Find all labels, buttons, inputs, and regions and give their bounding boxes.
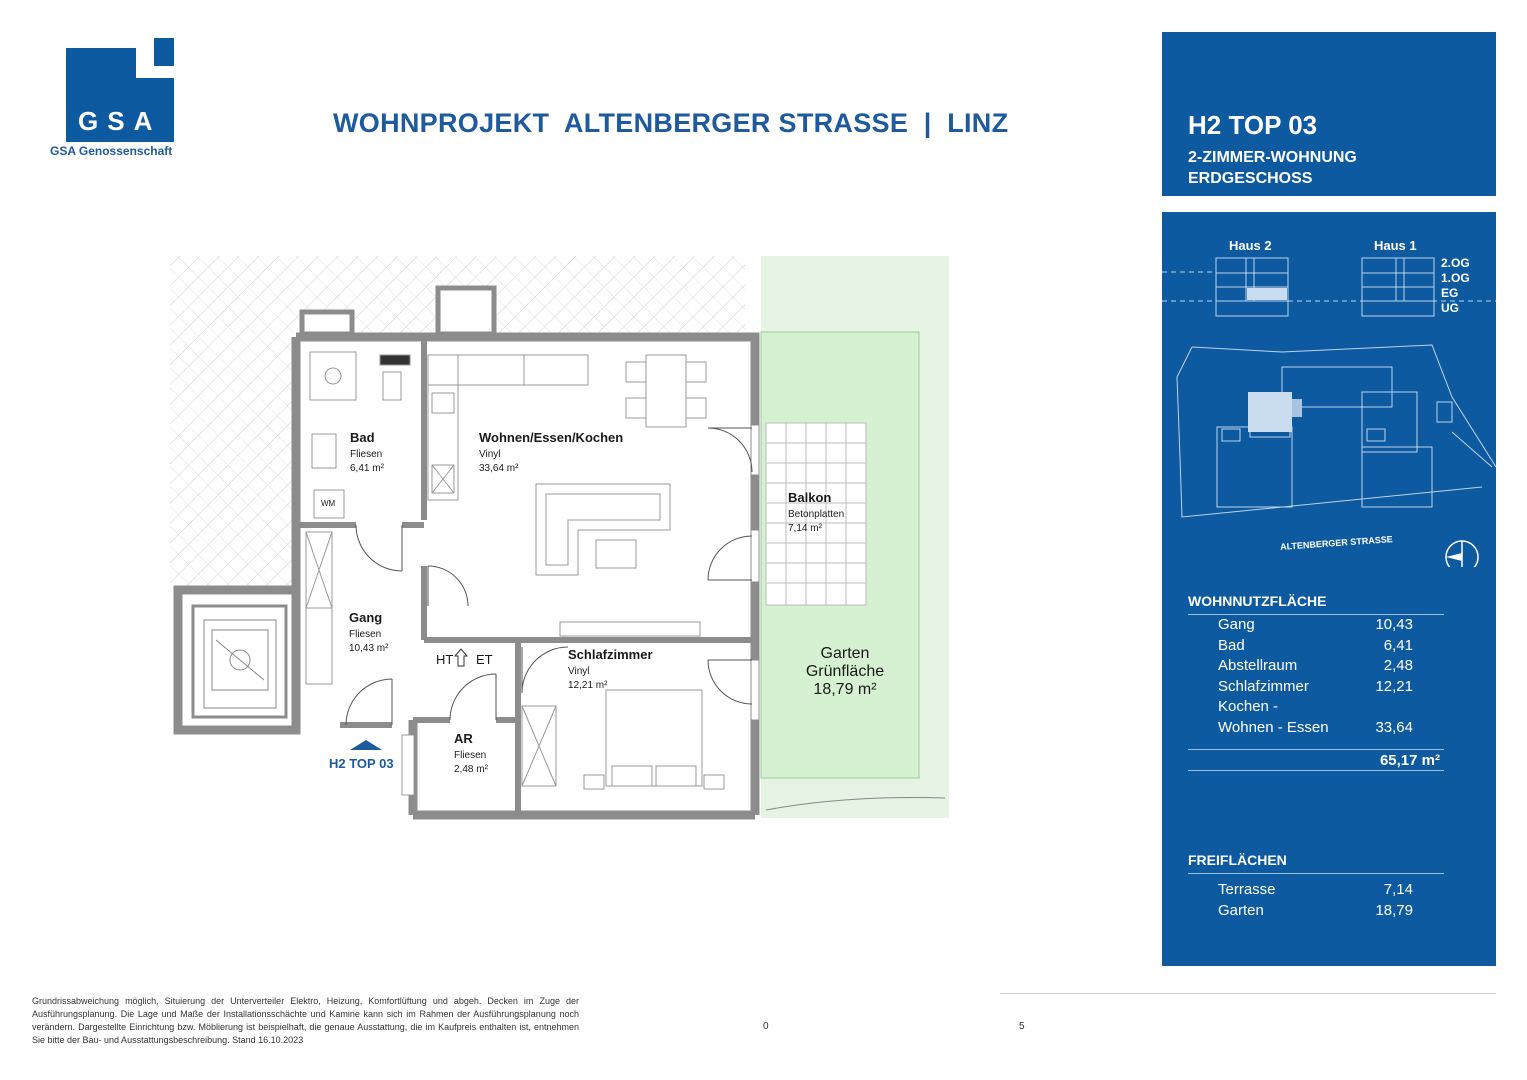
area-row-terrasse xyxy=(1218,880,1413,901)
project-title: WOHNPROJEKT ALTENBERGER STRASSE | LINZ xyxy=(333,108,1009,138)
area-value: 6,41 xyxy=(1383,636,1413,654)
room-material: Fliesen xyxy=(350,449,383,460)
unit-type: 2-ZIMMER-WOHNUNG xyxy=(1188,149,1357,166)
area-name: Abstellraum xyxy=(1218,657,1298,674)
room-area: 12,21 m² xyxy=(568,680,608,691)
floor-1og: 1.OG xyxy=(1441,271,1470,285)
ht-label: HT xyxy=(436,652,454,667)
divider xyxy=(1188,873,1444,874)
room-material: Fliesen xyxy=(349,629,382,640)
total-area: 65,17 m² xyxy=(1379,752,1440,769)
wohnnutzflaeche-heading: WOHNNUTZFLÄCHE xyxy=(1188,593,1327,609)
area-name: Gang xyxy=(1218,616,1255,633)
freiflaechen-table xyxy=(1218,880,1413,921)
room-material: Betonplatten xyxy=(788,509,845,520)
wm-label: WM xyxy=(321,499,336,508)
room-name: AR xyxy=(454,731,473,746)
garten-area: 18,79 m² xyxy=(813,681,877,698)
room-area: 10,43 m² xyxy=(349,643,389,654)
area-row-bad xyxy=(1218,636,1413,657)
scale-start: 0 xyxy=(763,1021,769,1032)
area-value: 18,79 xyxy=(1375,901,1413,919)
area-row-schlafzimmer xyxy=(1218,677,1413,698)
area-name: Garten xyxy=(1218,901,1264,919)
divider xyxy=(1188,749,1444,750)
haus2-label: Haus 2 xyxy=(1229,238,1272,253)
area-row-abstellraum xyxy=(1218,656,1413,677)
room-material: Vinyl xyxy=(568,666,590,677)
room-garten xyxy=(790,645,900,699)
floor-ug: UG xyxy=(1441,301,1459,315)
area-value: 12,21 xyxy=(1375,677,1413,695)
unit-title-panel xyxy=(1162,32,1496,196)
area-name: Kochen - xyxy=(1218,698,1279,715)
unit-floor: ERDGESCHOSS xyxy=(1188,170,1313,187)
area-name: Wohnen - Essen xyxy=(1218,718,1329,736)
room-name: Wohnen/Essen/Kochen xyxy=(479,430,624,445)
scale-end: 5 xyxy=(1019,1021,1025,1032)
room-ar xyxy=(454,731,488,777)
floor-labels xyxy=(1441,256,1470,316)
divider xyxy=(1188,770,1444,771)
footnote: Grundrissabweichung möglich, Situierung der Unterverteiler Elektro, Heizung, Komfortlüftung und abgeh. Decken im Zuge der Ausführungsplanung. Die Lage und Maße der Installationsschächte und Kamine kann sich im Rahmen der Ausführungsplanung noch verändern. Dargestellte Einrichtung bzw. Möblierung ist beispielhaft, die genaue Ausstattung, die im Kaufpreis enthalten ist, entnehmen Sie bitte der Bau- und Ausstattungsbeschreibung. Stand 16.10.2023 xyxy=(32,996,579,1045)
haus1-label: Haus 1 xyxy=(1374,238,1417,253)
garten-line1: Garten xyxy=(820,645,870,662)
area-value: 2,48 xyxy=(1383,657,1413,674)
room-name: Gang xyxy=(349,610,383,625)
et-label: ET xyxy=(476,652,493,667)
room-balkon xyxy=(788,490,844,536)
area-name: Bad xyxy=(1218,636,1245,654)
room-name: Balkon xyxy=(788,490,832,505)
street-label: ALTENBERGER STRASSE xyxy=(1279,534,1394,552)
footer-rule-right xyxy=(1000,993,1496,994)
room-name: Schlafzimmer xyxy=(568,647,653,662)
info-panel xyxy=(1162,212,1496,966)
area-row-gang xyxy=(1218,615,1413,636)
area-name: Terrasse xyxy=(1218,881,1276,898)
area-row-kochen xyxy=(1218,697,1413,718)
freiflaechen-heading: FREIFLÄCHEN xyxy=(1188,852,1287,868)
room-schlafzimmer xyxy=(568,647,653,693)
compass-icon xyxy=(1446,541,1478,567)
room-material: Fliesen xyxy=(454,750,487,761)
room-wohnen xyxy=(479,430,623,476)
site-plan xyxy=(1162,337,1496,567)
area-name: Schlafzimmer xyxy=(1218,677,1309,695)
unit-title: H2 TOP 03 xyxy=(1188,110,1318,140)
area-row-wohnen-essen xyxy=(1218,718,1413,739)
area-value: 33,64 xyxy=(1375,718,1413,736)
room-name: Bad xyxy=(350,430,375,445)
room-area: 33,64 m² xyxy=(479,463,519,474)
room-bad xyxy=(350,430,384,476)
garten-line2: Grünfläche xyxy=(805,663,885,680)
room-gang xyxy=(349,610,388,656)
room-area: 2,48 m² xyxy=(454,764,488,775)
logo-text: GSA xyxy=(78,106,162,136)
area-value: 10,43 xyxy=(1375,616,1413,633)
entrance-label: H2 TOP 03 xyxy=(329,756,394,771)
area-table xyxy=(1218,615,1413,738)
area-row-garten xyxy=(1218,901,1413,922)
area-value: 7,14 xyxy=(1383,881,1413,898)
room-area: 7,14 m² xyxy=(788,523,822,534)
floor-2og: 2.OG xyxy=(1441,256,1470,270)
room-area: 6,41 m² xyxy=(350,463,384,474)
room-material: Vinyl xyxy=(479,449,501,460)
floor-eg: EG xyxy=(1441,286,1459,300)
logo-subtitle: GSA Genossenschaft xyxy=(50,144,173,158)
